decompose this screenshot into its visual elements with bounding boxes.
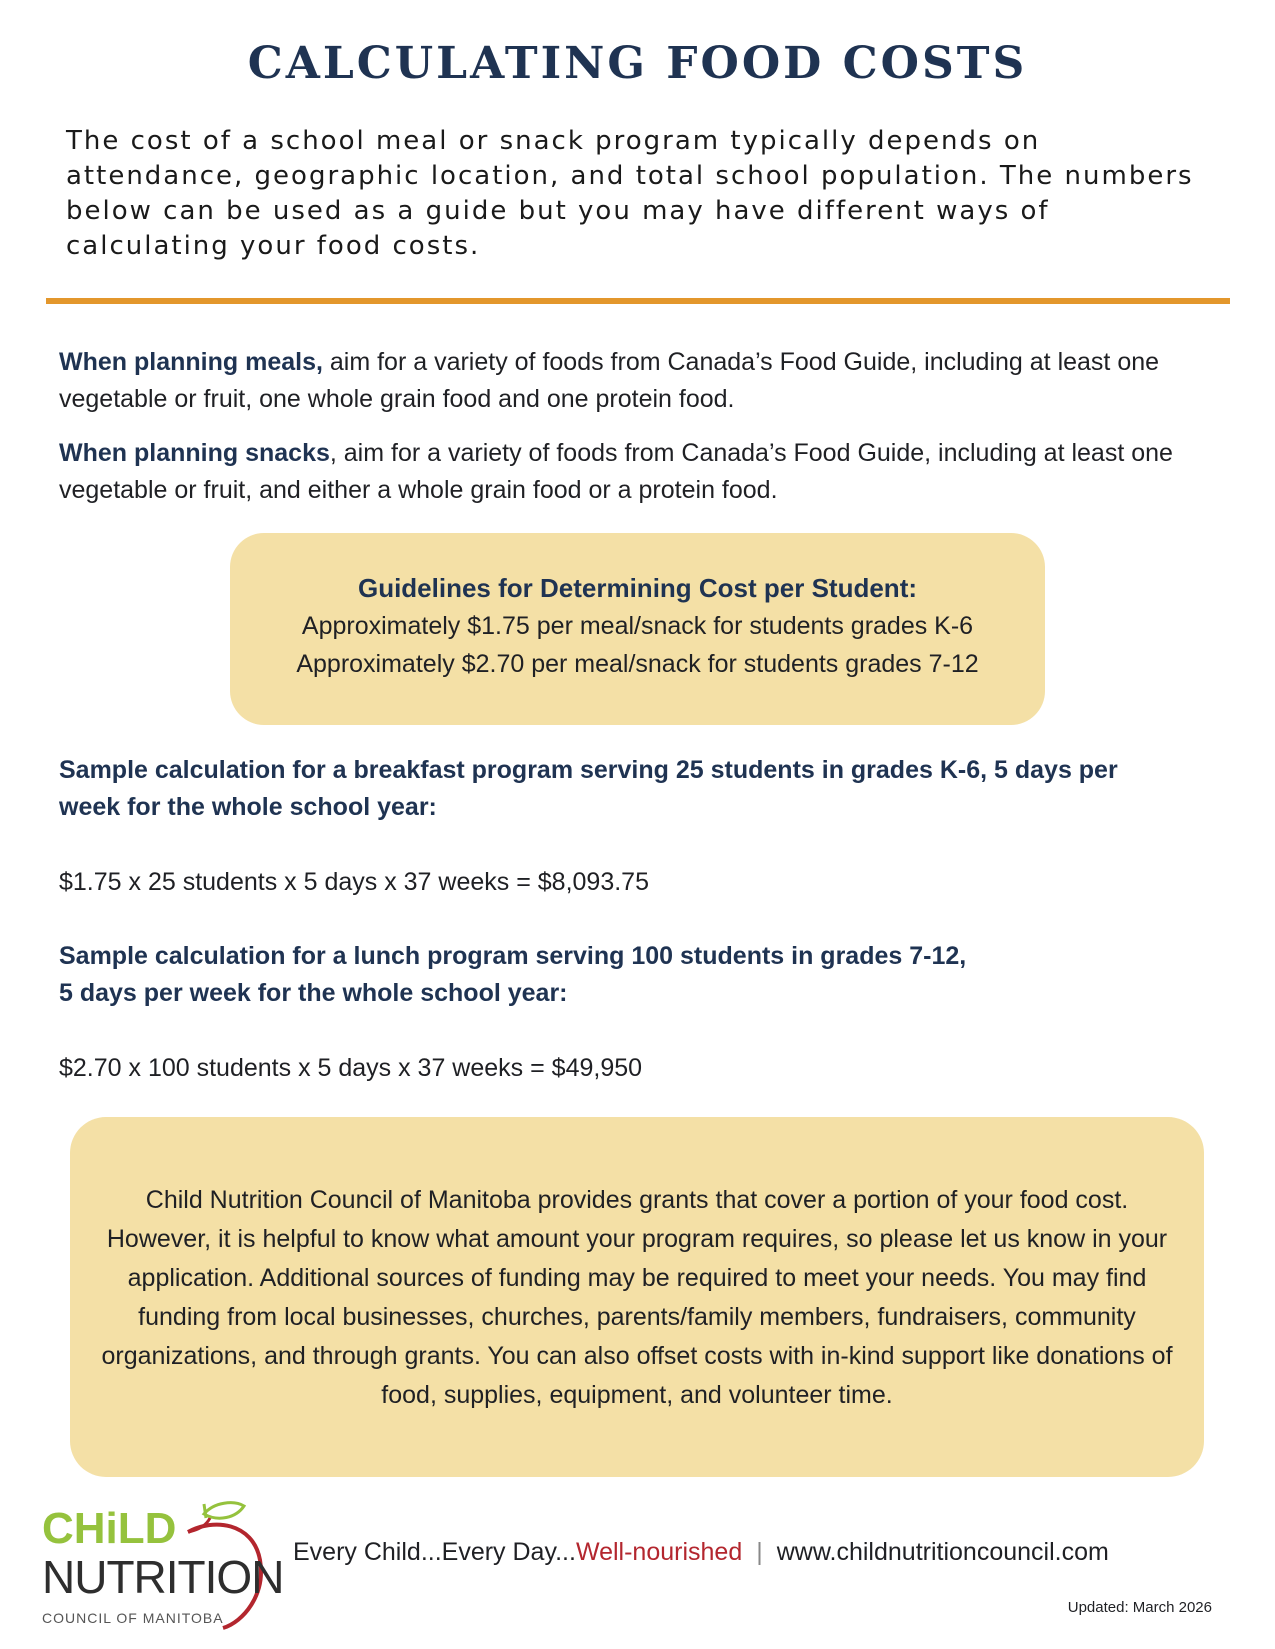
snacks-lead: When planning snacks bbox=[59, 439, 330, 467]
breakfast-heading: Sample calculation for a breakfast program serving 25 students in grades K-6, 5 days per week for the whole school year: bbox=[59, 756, 1118, 821]
funding-note: Child Nutrition Council of Manitoba provides grants that cover a portion of your food cost. However, it is helpful to know what amount your program requires, so please let us know in your application. Additional sources of funding may be required to meet your needs. You may find funding from local businesses, churches, parents/family members, fundraisers, community organizations, and through grants. You can also offset costs with in-kind support like donations of food, supplies, equipment, and volunteer time. bbox=[101, 1186, 1173, 1409]
guidelines-line-k6: Approximately $1.75 per meal/snack for students grades K-6 bbox=[301, 612, 974, 640]
logo-nutrition-text: NUTRITION bbox=[42, 1551, 284, 1603]
guidelines-line-7-12: Approximately $2.70 per meal/snack for students grades 7-12 bbox=[296, 650, 979, 678]
breakfast-calculation: $1.75 x 25 students x 5 days x 37 weeks = $8,093.75 bbox=[59, 868, 649, 896]
page-title: CALCULATING FOOD COSTS bbox=[247, 38, 1028, 89]
website-link[interactable]: www.childnutritioncouncil.com bbox=[776, 1538, 1109, 1566]
logo-child-text: CHiLD bbox=[42, 1504, 177, 1553]
updated-date: Updated: March 2026 bbox=[1067, 1599, 1212, 1616]
lunch-heading bbox=[59, 938, 1169, 1012]
funding-box bbox=[70, 1117, 1204, 1477]
meals-paragraph bbox=[59, 344, 1179, 418]
guidelines-box bbox=[230, 533, 1045, 725]
lunch-calculation: $2.70 x 100 students x 5 days x 37 weeks = $49,950 bbox=[59, 1054, 643, 1082]
snacks-text: , aim for a variety of foods from Canada’s Food Guide, including at least one vegetable or fruit, and either a whole grain food or a protein food. bbox=[59, 439, 1173, 504]
tagline-start: Every Child...Every Day... bbox=[293, 1538, 576, 1566]
meals-text: aim for a variety of foods from Canada’s Food Guide, including at least one vegetable or fruit, one whole grain food and one protein food. bbox=[59, 348, 1160, 413]
meals-lead: When planning meals, bbox=[59, 348, 323, 376]
council-logo bbox=[38, 1500, 284, 1630]
lunch-heading-line1: Sample calculation for a lunch program serving 100 students in grades 7-12, bbox=[59, 942, 967, 970]
guidelines-title: Guidelines for Determining Cost per Student: bbox=[357, 573, 918, 603]
tagline-well-nourished: Well-nourished bbox=[575, 1538, 743, 1566]
tagline-separator: | bbox=[756, 1538, 763, 1566]
lunch-heading-line2: 5 days per week for the whole school year: bbox=[59, 979, 568, 1007]
intro-paragraph: The cost of a school meal or snack program typically depends on attendance, geographic location, and total school population. The numbers below can be used as a guide but you may have different ways of calculating your food costs. bbox=[66, 126, 1194, 261]
section-divider bbox=[46, 298, 1230, 304]
footer-tagline bbox=[293, 1538, 1109, 1567]
logo-council-text: COUNCIL OF MANITOBA bbox=[42, 1610, 224, 1626]
snacks-paragraph bbox=[59, 435, 1179, 509]
